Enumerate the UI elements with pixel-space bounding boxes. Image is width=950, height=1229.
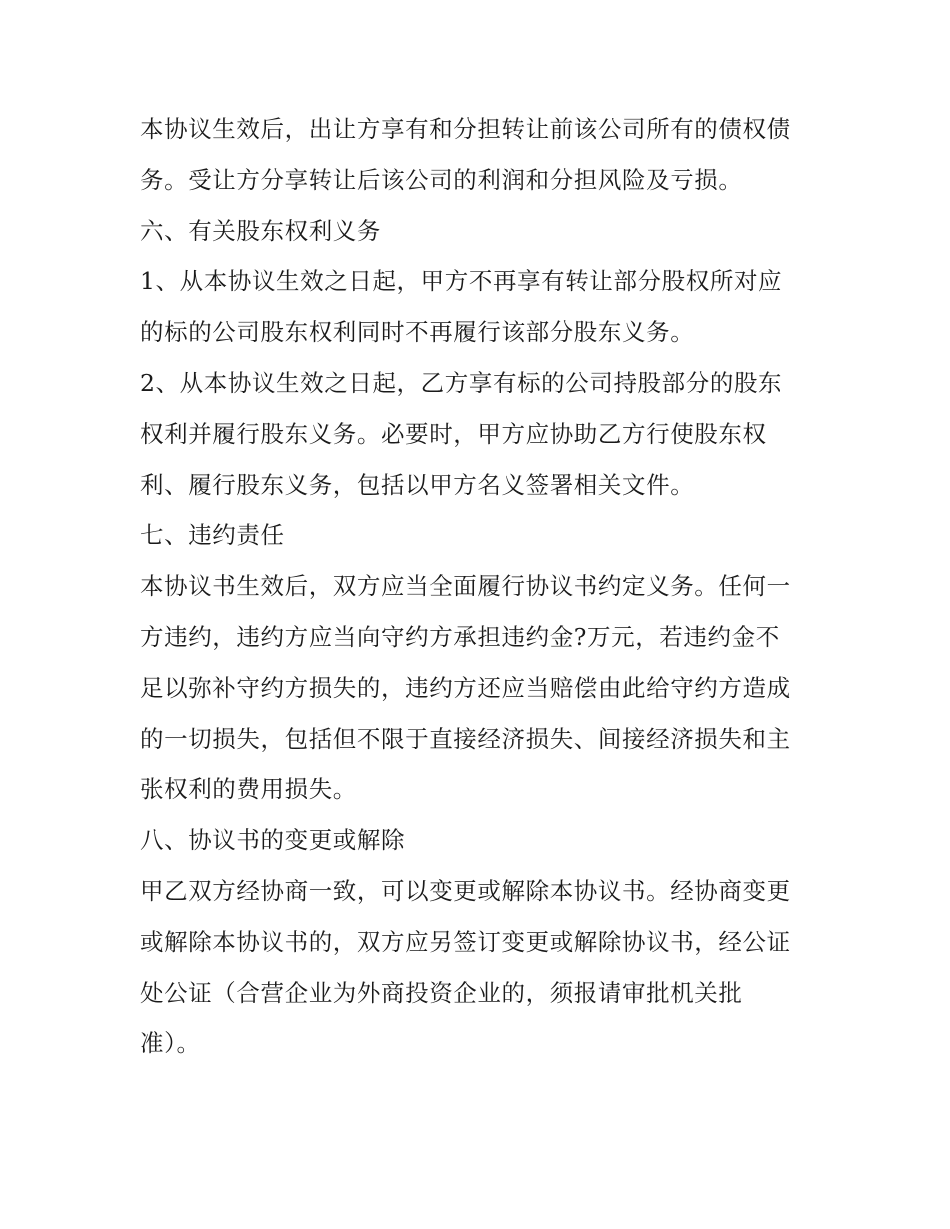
text-line: 利、履行股东义务，包括以甲方名义签署相关文件。 [140,470,695,499]
section-heading: 七、违约责任 [140,521,285,550]
text-line: 本协议生效后，出让方享有和分担转让前该公司所有的债权债 [140,115,791,143]
document-body [140,104,820,1069]
text-line: 务。受让方分享转让后该公司的利润和分担风险及亏损。 [140,165,743,194]
text-line: 或解除本协议书的，双方应另签订变更或解除协议书，经公证 [140,927,791,956]
section-heading: 六、有关股东权利义务 [140,216,381,245]
text-line: 的标的公司股东权利同时不再履行该部分股东义务。 [140,318,695,347]
text-line: 甲乙双方经协商一致，可以变更或解除本协议书。经协商变更 [140,876,791,905]
text-line: 足以弥补守约方损失的，违约方还应当赔偿由此给守约方造成 [140,673,791,702]
text-line: 权利并履行股东义务。必要时，甲方应协助乙方行使股东权 [140,419,767,448]
text-line: 准）。 [140,1029,201,1058]
text-line: 本协议书生效后，双方应当全面履行协议书约定义务。任何一 [140,572,791,601]
text-line: 方违约，违约方应当向守约方承担违约金?万元，若违约金不 [140,622,780,651]
text-line: 1、从本协议生效之日起，甲方不再享有转让部分股权所对应 [140,267,783,296]
text-line: 张权利的费用损失。 [140,775,357,804]
text-line: 处公证（合营企业为外商投资企业的，须报请审批机关批 [140,978,743,1007]
section-heading: 八、协议书的变更或解除 [140,826,406,855]
text-line: 2、从本协议生效之日起，乙方享有标的公司持股部分的股东 [140,368,783,397]
text-line: 的一切损失，包括但不限于直接经济损失、间接经济损失和主 [140,724,791,753]
